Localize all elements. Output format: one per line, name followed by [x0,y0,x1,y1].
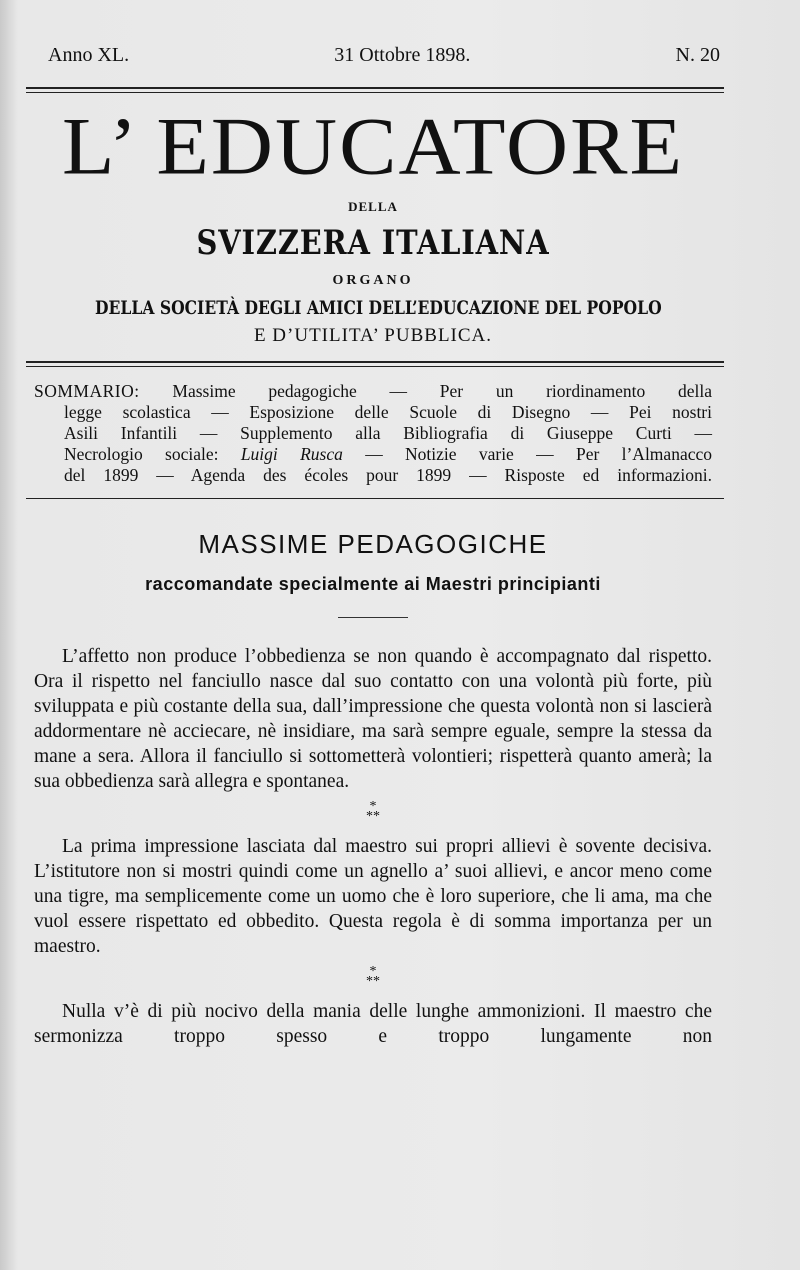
masthead-organo: ORGANO [332,273,414,288]
separator-stars: ** [366,809,380,824]
table-of-contents [34,381,712,486]
sommario-line-3: Asili Infantili — Supplemento alla Bibliografia di Giuseppe Curti — [64,423,712,443]
masthead-rule [26,361,724,367]
masthead-title: L’ EDUCATORE [61,100,685,192]
sommario-line-1: Massime pedagogiche — Per un riordinamento della [172,381,712,401]
sommario-line-4a: Necrologio sociale: [64,444,219,464]
header-rule [26,87,724,93]
article-paragraph-1: L’affetto non produce l’obbedienza se non quando è accompagnato dal rispetto. Ora il rispetto nel fanciullo nasce dal suo contatto con una volontà più forte, più sviluppata e più costante della sua, dall’impressione che questa volontà non si lascierà addormentare nè acciecare, nè insidiare, ma sarà sempre eguale, sempre la stessa da mane a sera. Allora il fanciullo si sottometterà volontieri; rispetterà quanto amerà; la sua obbedienza sarà allegra e spontanea. [34,646,712,792]
sommario-line-5: del 1899 — Agenda des écoles pour 1899 — Risposte ed informazioni. [64,465,712,485]
sommario-line-2: legge scolastica — Esposizione delle Scuole di Disegno — Pei nostri [64,402,712,422]
issue-date: 31 Ottobre 1898. [334,44,471,66]
article-paragraph-3: Nulla v’è di più nocivo della mania delle lunghe ammonizioni. Il maestro che sermonizza troppo spesso e troppo lungamente non [34,1001,712,1047]
article-paragraph-2: La prima impressione lasciata dal maestro sui propri allievi è sovente decisiva. L’istitutore non si mostri quindi come un agnello a’ suoi allievi, e ancor meno come una tigre, ma semplicemente come un uomo che è loro superiore, che li ama, ma che vuol essere rispettato ed obbedito. Questa regola è di somma importanza per un maestro. [34,836,712,957]
section-separator-2: * ** [34,967,712,987]
sommario-line-4 [34,444,712,465]
article-subtitle: raccomandate specialmente ai Maestri principianti [145,574,601,594]
sommario-obituary-name: Luigi Rusca [240,444,343,464]
sommario-line-4b: — Notizie varie — Per l’Almanacco [365,444,712,464]
masthead-subtitle: SVIZZERA ITALIANA [196,223,550,263]
sommario-label: SOMMARIO: [34,381,140,401]
issue-number: N. 20 [675,44,720,66]
article-title-rule [338,617,408,618]
separator-stars: ** [366,974,380,989]
masthead-society: DELLA SOCIETÀ DEGLI AMICI DELL’EDUCAZIONE DEL POPOLO [95,297,662,319]
issue-header [48,0,720,67]
masthead-della: DELLA [348,199,398,214]
masthead-utility: E D’UTILITA’ PUBBLICA. [253,325,493,346]
issue-year: Anno XL. [48,44,130,66]
article-title: MASSIME PEDAGOGICHE [198,529,548,559]
sommario-rule [26,498,724,499]
section-separator-1: * ** [34,802,712,822]
